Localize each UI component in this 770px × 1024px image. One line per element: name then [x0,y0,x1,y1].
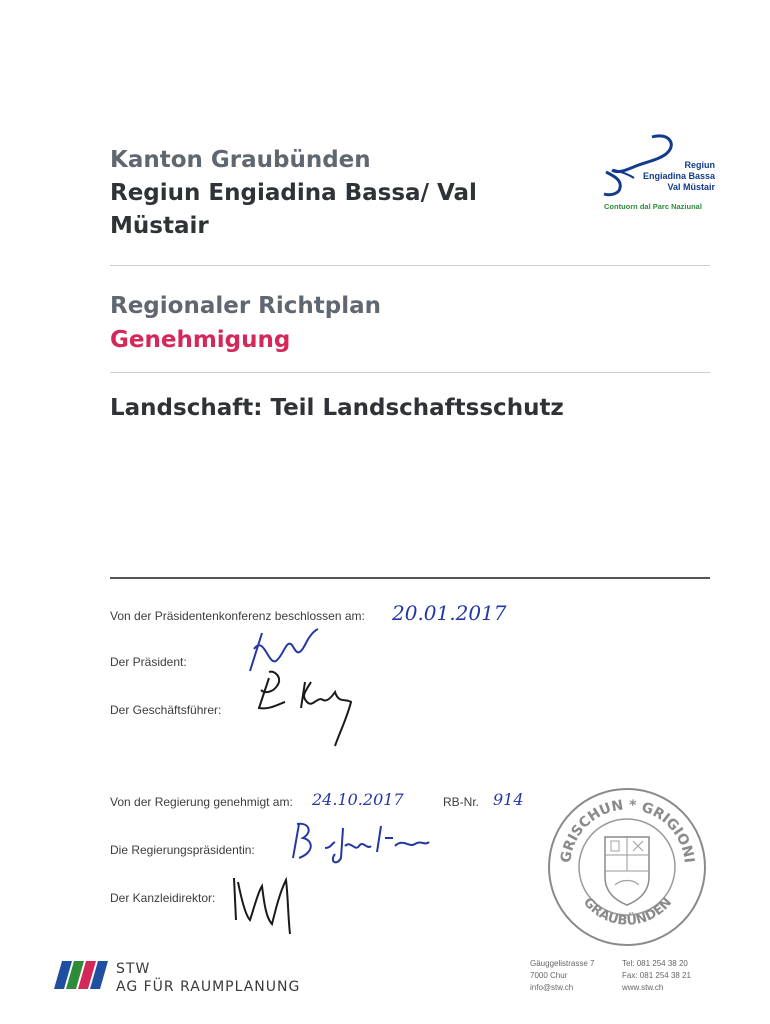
plan-title: Regionaler Richtplan [110,293,382,319]
chancellor-signature [228,872,308,942]
official-stamp [545,785,710,950]
address-city: 7000 Chur [530,971,568,980]
government-president-label: Die Regierungspräsidentin: [110,843,255,857]
conference-approval-date: 20.01.2017 [392,601,507,625]
company-email[interactable]: info@stw.ch [530,983,574,992]
header-divider-2 [110,372,710,373]
kanton-title: Kanton Graubünden [110,147,371,173]
region-logo [600,132,715,217]
government-approval-date: 24.10.2017 [312,790,404,809]
manager-label: Der Geschäftsführer: [110,703,222,717]
company-short: STW [116,961,151,977]
rb-number-value: 914 [493,790,524,809]
company-long: AG FÜR RAUMPLANUNG [116,979,301,995]
company-website[interactable]: www.stw.ch [622,983,664,992]
chancellor-label: Der Kanzleidirektor: [110,891,216,905]
fax-value: 081 254 38 21 [639,971,691,980]
manager-signature [255,668,365,748]
government-approval-label: Von der Regierung genehmigt am: [110,795,293,809]
rb-number-label: RB-Nr. [443,795,479,809]
stamp-seal-icon [545,785,710,950]
stw-logo-icon [54,961,108,989]
government-president-signature [285,818,435,868]
tel-value: 081 254 38 20 [636,959,688,968]
address-street: Gäuggelistrasse 7 [530,959,595,968]
header-divider-1 [110,265,710,266]
logo-line-1: Regiun [684,160,715,170]
signature-section-divider [110,577,710,579]
fax-label: Fax: [622,971,638,980]
tel-label: Tel: [622,959,635,968]
stamp-text-top: GRISCHUN * GRIGIONI [558,797,697,864]
president-label: Der Präsident: [110,655,187,669]
conference-approval-label: Von der Präsidentenkonferenz beschlossen am: [110,609,365,623]
logo-tagline: Contuorn dal Parc Naziunal [604,202,702,211]
stamp-text-bottom: GRAUBÜNDEN [580,895,675,929]
region-title: Regiun Engiadina Bassa/ Val Müstair [110,180,477,239]
company-address [530,958,594,994]
svg-text:GRAUBÜNDEN [580,895,675,929]
subject-title: Landschaft: Teil Landschaftsschutz [110,395,564,421]
status-title: Genehmigung [110,327,291,353]
logo-line-3: Val Müstair [667,182,715,192]
logo-line-2: Engiadina Bassa [642,171,715,181]
company-contact [622,958,691,994]
